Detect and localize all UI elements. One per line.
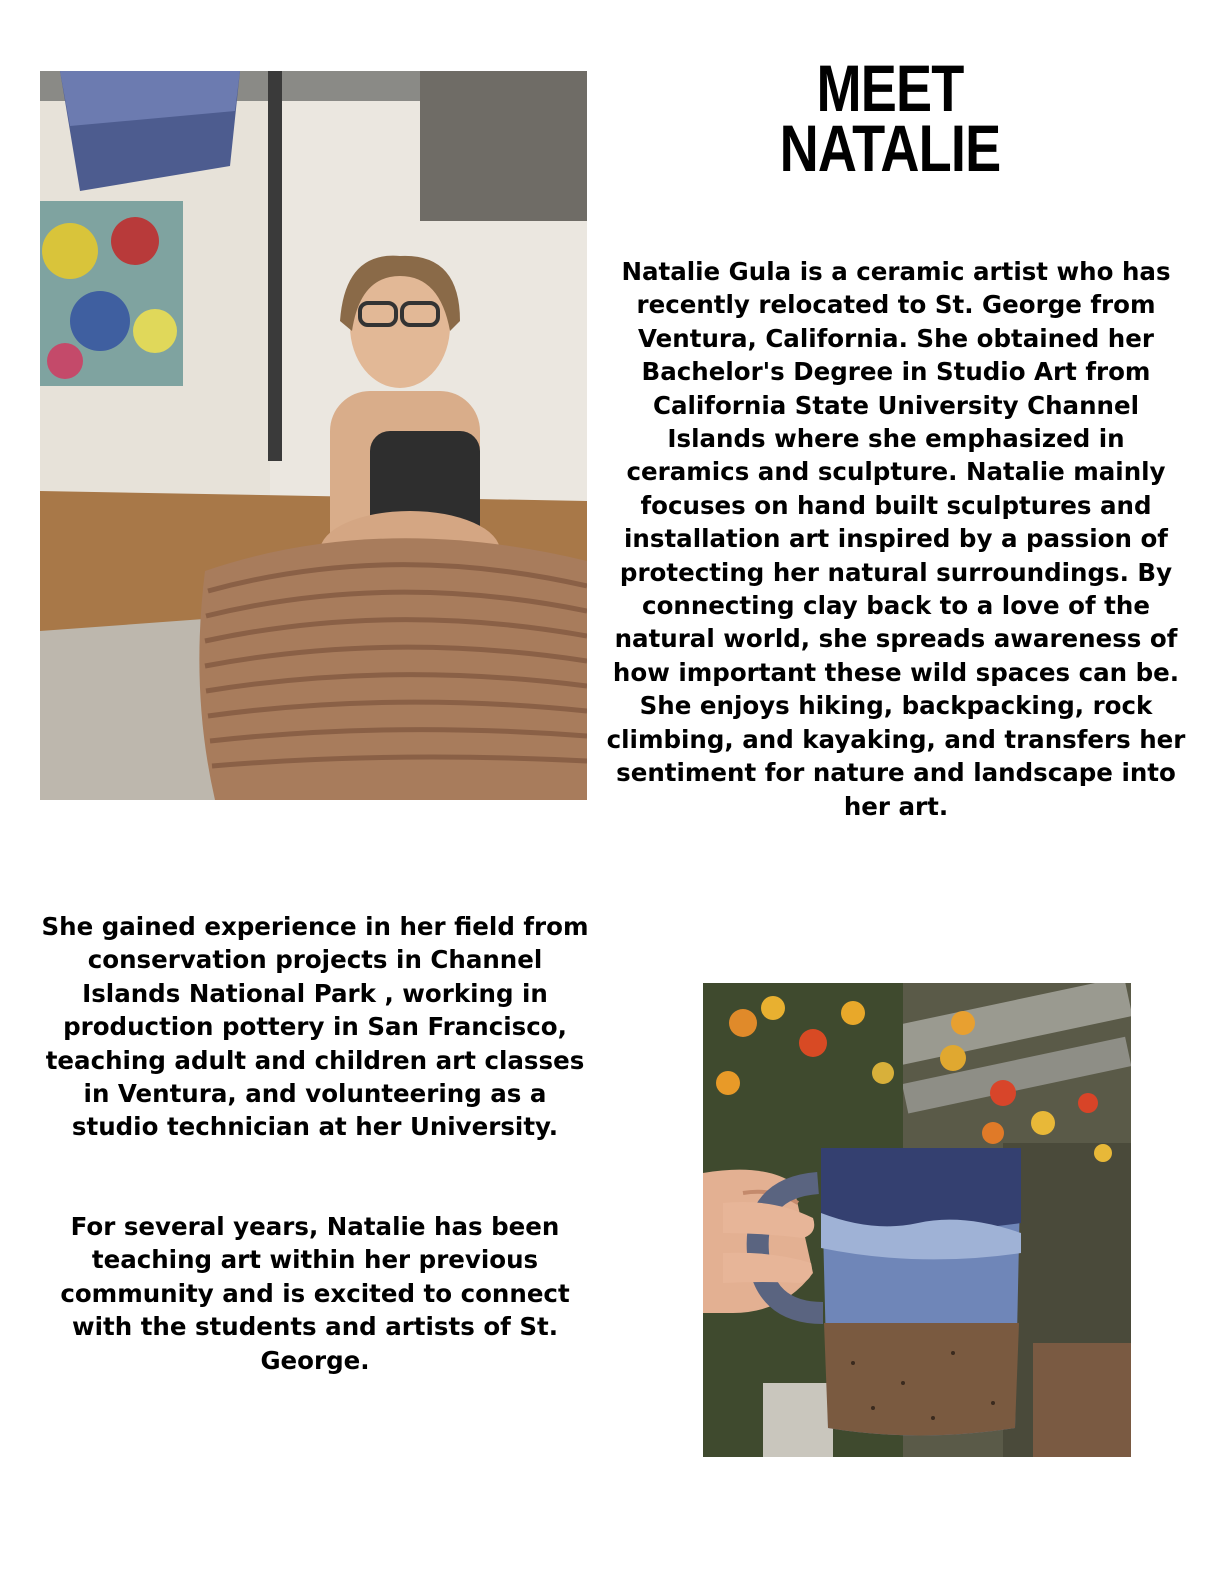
page-title [734,51,1046,185]
teaching-paragraph: For several years, Natalie has been teaching art within her previous community and is excited to connect with the students and artists of St. George. [60,1212,570,1375]
artist-photo [40,71,587,800]
bio-paragraph: Natalie Gula is a ceramic artist who has recently relocated to St. George from Ventura, California. She obtained her Bachelor's Degree in Studio Art from California State University Channel Islands where she emphasized in ceramics and sculpture. Natalie mainly focuses on hand built sculptures and installation art inspired by a passion of protecting her natural surroundings. By connecting clay back to a love of the natural world, she spreads awareness of how important these wild spaces can be. She enjoys hiking, backpacking, rock climbing, and kayaking, and transfers her sentiment for nature and landscape into her art. [606,257,1186,821]
artist-in-clay-pot-image [40,71,587,800]
title-line-meet: MEET [816,51,964,125]
experience-paragraph: She gained experience in her field from conservation projects in Channel Islands National Park , working in production pottery in San Francisco, teaching adult and children art classes in Ventura, and volunteering as a studio technician at her University. [41,912,589,1142]
mug-photo [703,983,1131,1457]
glazed-mug-image [703,983,1131,1457]
title-line-name: NATALIE [779,111,1001,185]
